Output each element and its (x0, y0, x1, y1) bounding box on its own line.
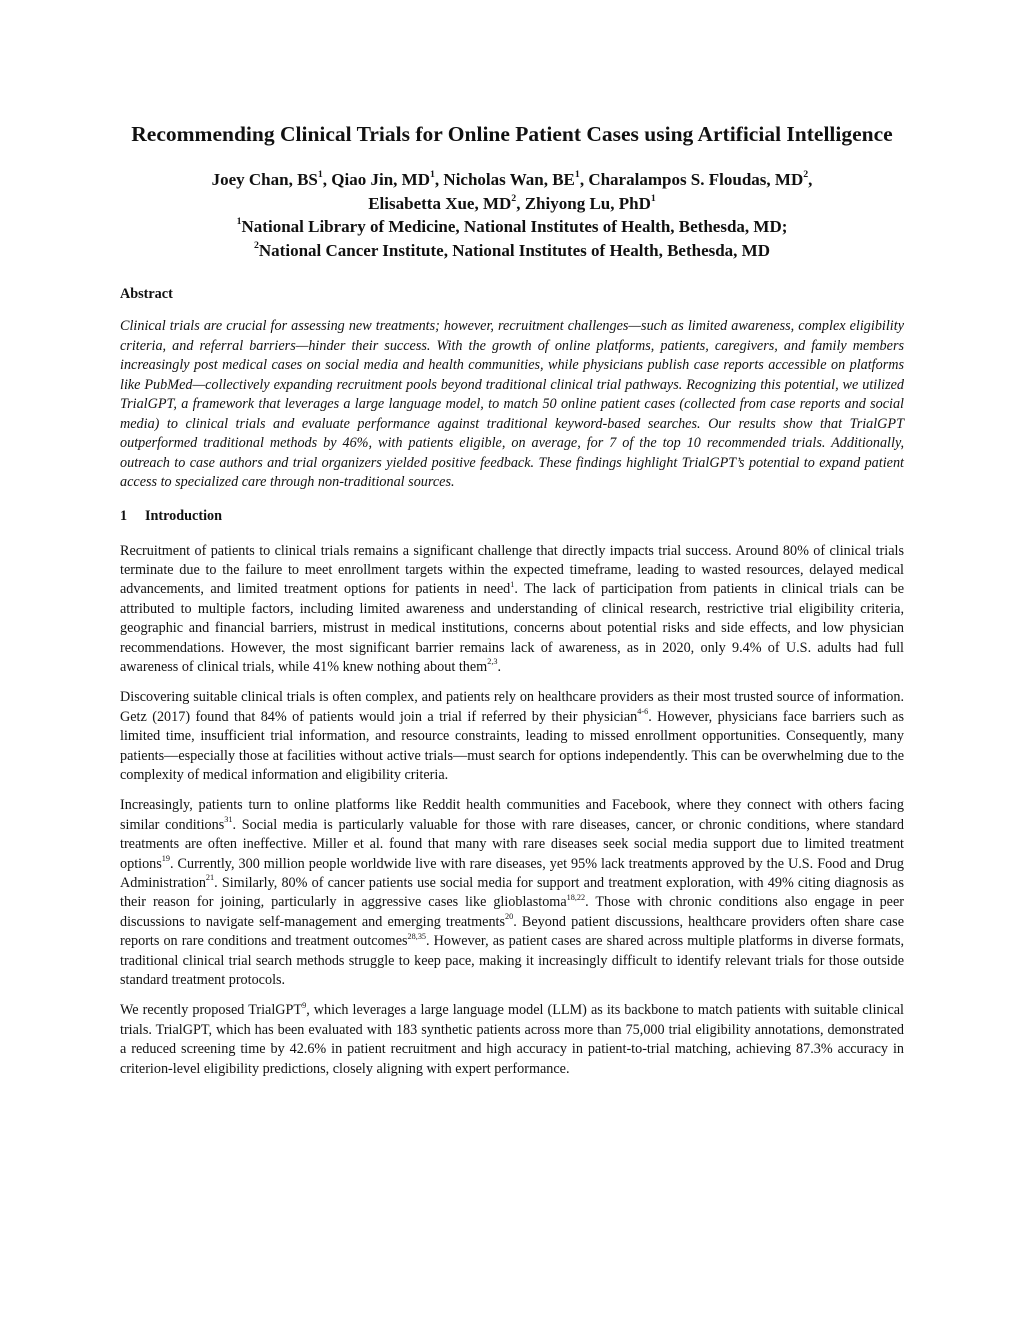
author-name: , Qiao Jin, MD (322, 170, 430, 189)
abstract-text: Clinical trials are crucial for assessing new treatments; however, recruitment challenges—such as limited awareness, complex eligibility criteria, and referral barriers—hinder their success. With the growth of online platforms, patients, caregivers, and family members increasingly post medical cases on social media and health communities, while physicians publish case reports accessible on platforms like PubMed—collectively expanding recruitment pools beyond traditional clinical trial pathways. Recognizing this potential, we utilized TrialGPT, a framework that leverages a large language model, to match 50 online patient cases (collected from case reports and social media) to clinical trials and evaluate performance against traditional keyword-based searches. Our results show that TrialGPT outperformed traditional methods by 46%, with patients eligible, on average, for 7 of the top 10 recommended trials. Additionally, outreach to case authors and trial organizers yielded positive feedback. These findings highlight TrialGPT’s potential to expand patient access to specialized care through non-traditional sources. (120, 318, 904, 490)
citation-marker: 1 (510, 579, 515, 589)
paragraph-text: . Those with chronic conditions also engage in peer discussions to navigate self-management and emerging treatments (120, 894, 904, 930)
citation-marker: 2,3 (487, 657, 498, 667)
paragraph-text: Increasingly, patients turn to online platforms like Reddit health communities and Facebook, where they connect with others facing similar conditions (120, 797, 904, 833)
paper-title: Recommending Clinical Trials for Online Patient Cases using Artificial Intelligence (131, 122, 893, 146)
abstract-heading: Abstract (120, 286, 173, 302)
paragraph-text: . The lack of participation from patients in clinical trials can be attributed to multiple factors, including limited awareness and understanding of clinical research, restrictive trial eligibility criteria, geographic and financial barriers, mistrust in medical institutions, concerns about potential risks and side effects, and low physician recommendations. However, the most significant barrier remains lack of awareness, as in 2020, only 9.4% of U.S. adults had full awareness of clinical trials, while 41% knew nothing about them (120, 581, 905, 675)
intro-paragraph-1 (120, 542, 904, 678)
affiliation-marker: 1 (236, 216, 242, 228)
paragraph-text: Recruitment of patients to clinical trials remains a significant challenge that directly impacts trial success. Around 80% of clinical trials terminate due to the failure to meet enrollment targets within the expected timeframe, leading to wasted resources, delayed medical advancements, and limited treatment options for patients in need (120, 542, 904, 598)
section-title: Introduction (145, 507, 222, 524)
paragraph-text: . Social media is particularly valuable for those with rare diseases, cancer, or chronic conditions, where standard treatments are often ineffective. Miller et al. found that many with rare diseases seek social media support due to limited treatment options (120, 816, 904, 872)
author-name: , Zhiyong Lu, PhD (516, 193, 651, 213)
affiliation-2 (120, 239, 904, 263)
intro-paragraph-4 (120, 1001, 904, 1079)
paper-page (120, 118, 904, 1079)
citation-marker: 18,22 (566, 892, 586, 902)
paragraph-text: . However, as patient cases are shared across multiple platforms in diverse formats, traditional clinical trial search methods struggle to keep pace, making it increasingly difficult to identify relevant trials for those outside standard treatment protocols. (120, 933, 905, 989)
author-name: , Charalampos S. Floudas, MD (579, 170, 804, 189)
affiliation-marker: 2 (511, 192, 517, 204)
intro-paragraph-3 (120, 796, 904, 990)
author-line-1: Joey Chan, $BS^1$, Qiao Jin, $MD^1$, Nicholas Wan, $BE^1$, Charalampos S. Floudas, $MD^2$, (211, 169, 813, 189)
citation-marker: 21 (205, 873, 215, 883)
citation-marker: 28,35 (407, 931, 427, 941)
paragraph-text: , which leverages a large language model (LLM) as its backbone to match patients with suitable clinical trials. TrialGPT, which has been evaluated with 183 synthetic patients across more than 75,000 trial eligibility annotations, demonstrated a reduced screening time by 42.6% in patient recruitment and high accuracy in patient-to-trial matching, achieving 87.3% accuracy in criterion-level eligibility predictions, closely aligning with expert performance. (120, 1002, 904, 1077)
affiliation-marker: 1 (317, 169, 323, 181)
paragraph-text: We recently proposed TrialGPT (120, 1002, 303, 1019)
citation-marker: 9 (302, 1000, 307, 1010)
paragraph-text: Discovering suitable clinical trials is often complex, and patients rely on healthcare providers as their most trusted source of information. Getz (2017) found that 84% of patients would join a trial if referred by their physician (120, 689, 904, 725)
paragraph-text: . (497, 658, 502, 675)
author-name: Joey Chan, BS (211, 170, 318, 189)
affiliation-text: National Library of Medicine, National Institutes of Health, Bethesda, MD; (241, 217, 788, 236)
affiliation-marker: 2 (803, 169, 809, 181)
section-number: 1 (120, 507, 128, 524)
author-name: , Nicholas Wan, BE (434, 170, 575, 189)
citation-marker: 4-6 (637, 707, 649, 717)
paragraph-text: . Similarly, 80% of cancer patients use social media for support and treatment exploration, with 49% citing diagnosis as their reason for joining, particularly in aggressive cases like glioblastoma (120, 875, 904, 911)
citation-marker: 31 (224, 815, 233, 825)
author-line-2 (120, 192, 904, 216)
author-block (120, 168, 904, 262)
affiliation-text: National Cancer Institute, National Institutes of Health, Bethesda, MD (258, 240, 771, 260)
author-name: Elisabetta Xue, MD (368, 193, 512, 213)
citation-marker: 20 (505, 912, 514, 922)
affiliation-marker: 1 (650, 192, 656, 204)
affiliation-marker: 2 (253, 239, 259, 251)
affiliation-marker: 1 (574, 169, 580, 181)
paragraph-text: . Currently, 300 million people worldwide live with rare diseases, yet 95% lack treatments approved by the U.S. Food and Drug Administration (120, 855, 904, 891)
affiliation-marker: 1 (430, 169, 435, 181)
section-heading-introduction (120, 506, 904, 526)
intro-paragraph-2 (120, 688, 904, 785)
affiliation-1 (120, 215, 904, 239)
citation-marker: 19 (161, 854, 170, 864)
paragraph-text: . However, physicians face barriers such as limited time, insufficient trial information, and resource constraints, leading to missed enrollment opportunities. Consequently, many patients—especially those at facilities without active trials—must search for options independently. This can be overwhelming due to the complexity of medical information and eligibility criteria. (120, 708, 904, 783)
paragraph-text: . Beyond patient discussions, healthcare providers often share case reports on rare conditions and treatment outcomes (120, 913, 904, 950)
